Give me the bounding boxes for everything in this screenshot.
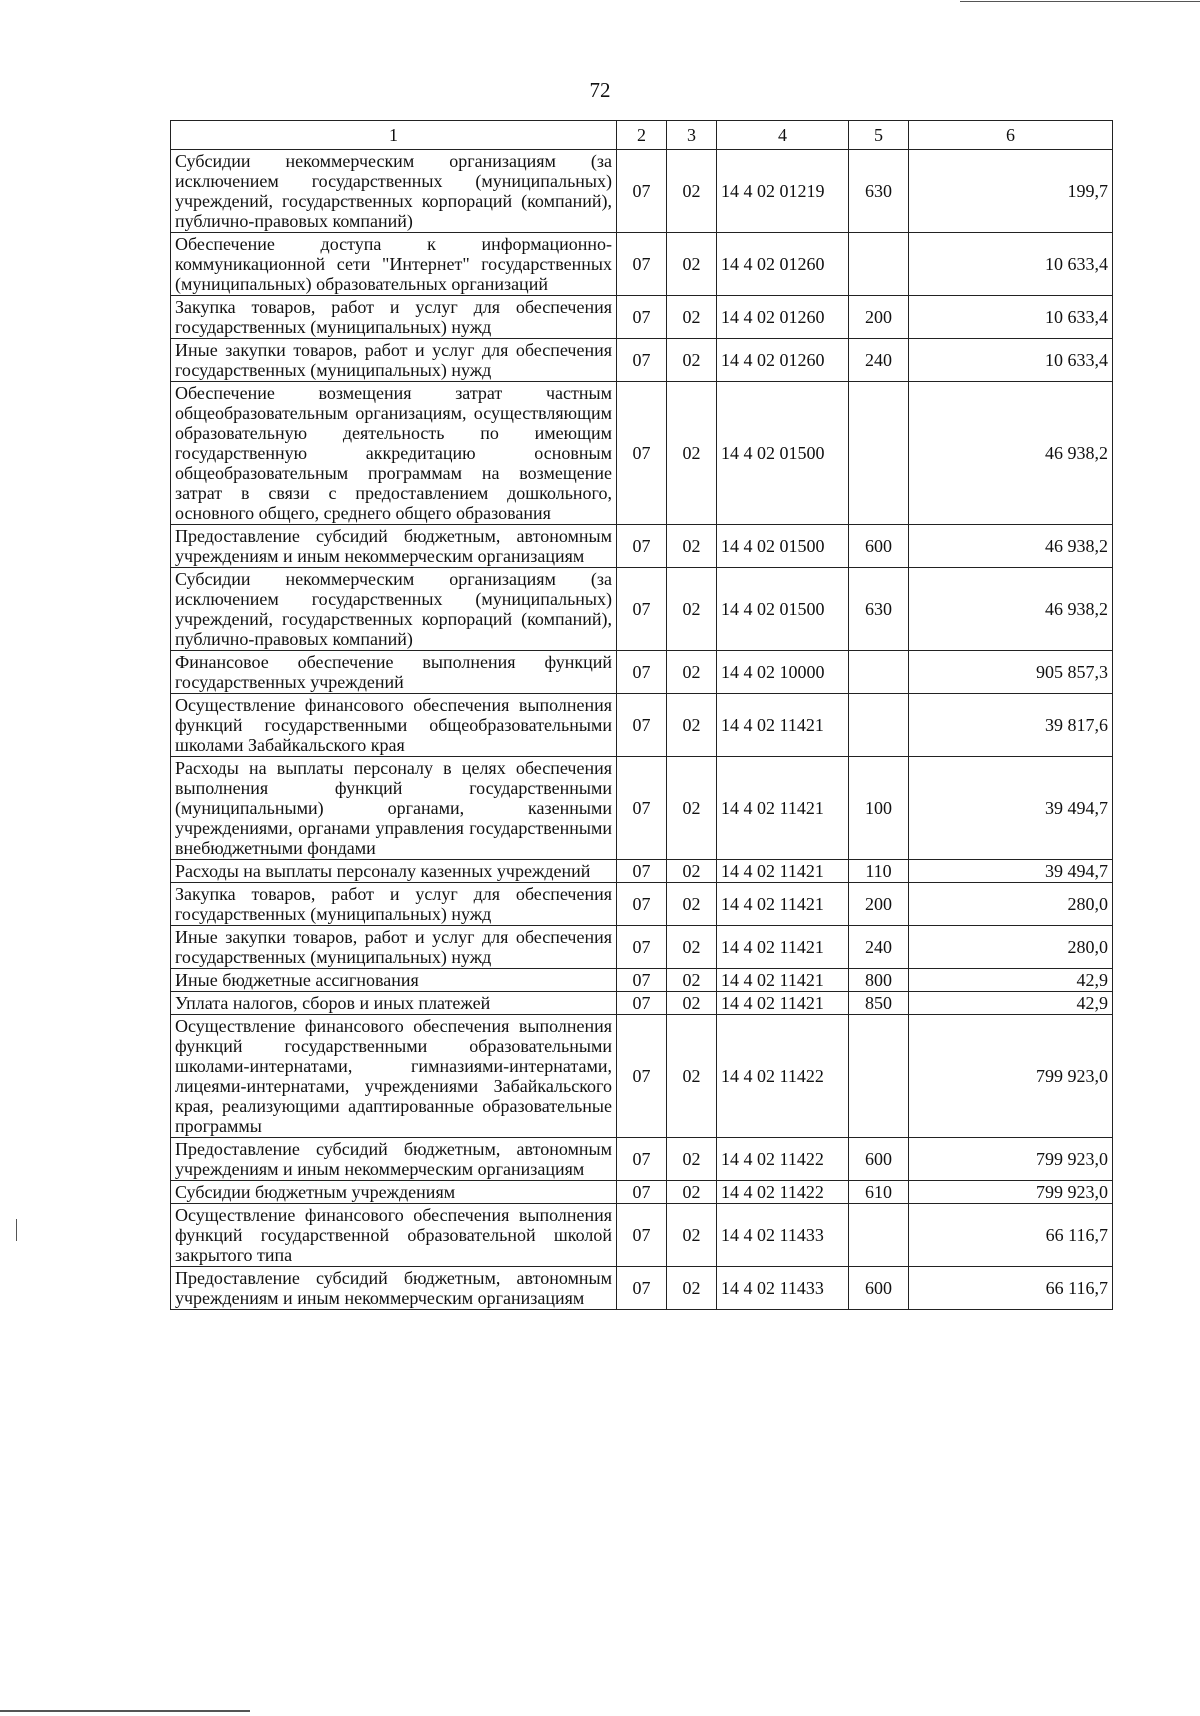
budget-table — [170, 120, 1113, 1310]
cell-target-article: 14 4 02 01500 — [717, 525, 849, 568]
cell-expense-type — [849, 382, 909, 525]
cell-amount: 799 923,0 — [909, 1181, 1113, 1204]
cell-amount: 42,9 — [909, 969, 1113, 992]
cell-target-article: 14 4 02 11422 — [717, 1015, 849, 1138]
cell-subsection: 02 — [667, 1138, 717, 1181]
cell-expense-type: 850 — [849, 992, 909, 1015]
cell-target-article: 14 4 02 11433 — [717, 1267, 849, 1310]
cell-section: 07 — [617, 233, 667, 296]
cell-section: 07 — [617, 1181, 667, 1204]
cell-expense-type: 200 — [849, 296, 909, 339]
cell-subsection: 02 — [667, 339, 717, 382]
table-row — [171, 860, 1113, 883]
cell-amount: 46 938,2 — [909, 525, 1113, 568]
cell-section: 07 — [617, 525, 667, 568]
cell-section: 07 — [617, 651, 667, 694]
cell-subsection: 02 — [667, 233, 717, 296]
cell-amount: 46 938,2 — [909, 568, 1113, 651]
cell-name: Иные бюджетные ассигнования — [171, 969, 617, 992]
cell-target-article: 14 4 02 10000 — [717, 651, 849, 694]
cell-target-article: 14 4 02 11422 — [717, 1138, 849, 1181]
cell-amount: 66 116,7 — [909, 1204, 1113, 1267]
cell-amount: 799 923,0 — [909, 1138, 1113, 1181]
table-row — [171, 1267, 1113, 1310]
cell-name: Субсидии некоммерческим организациям (за исключением государственных (муниципальных) учреждений, государственных корпораций (компаний), публично-правовых компаний) — [171, 568, 617, 651]
cell-target-article: 14 4 02 11421 — [717, 992, 849, 1015]
cell-expense-type: 110 — [849, 860, 909, 883]
cell-target-article: 14 4 02 01260 — [717, 339, 849, 382]
table-row — [171, 694, 1113, 757]
cell-name: Уплата налогов, сборов и иных платежей — [171, 992, 617, 1015]
cell-amount: 10 633,4 — [909, 339, 1113, 382]
cell-name: Финансовое обеспечение выполнения функций государственных учреждений — [171, 651, 617, 694]
cell-expense-type: 600 — [849, 525, 909, 568]
cell-section: 07 — [617, 694, 667, 757]
cell-section: 07 — [617, 568, 667, 651]
cell-target-article: 14 4 02 01260 — [717, 296, 849, 339]
cell-target-article: 14 4 02 11433 — [717, 1204, 849, 1267]
scan-edge-mark — [0, 1710, 250, 1712]
cell-section: 07 — [617, 150, 667, 233]
cell-expense-type: 100 — [849, 757, 909, 860]
cell-amount: 39 494,7 — [909, 757, 1113, 860]
cell-name: Расходы на выплаты персоналу казенных учреждений — [171, 860, 617, 883]
cell-subsection: 02 — [667, 525, 717, 568]
header-col-2: 2 — [617, 121, 667, 150]
table-row — [171, 568, 1113, 651]
table-row — [171, 1181, 1113, 1204]
table-row — [171, 525, 1113, 568]
cell-target-article: 14 4 02 11421 — [717, 757, 849, 860]
scan-edge-mark — [960, 1, 1200, 2]
header-col-6: 6 — [909, 121, 1113, 150]
cell-section: 07 — [617, 1204, 667, 1267]
cell-subsection: 02 — [667, 568, 717, 651]
cell-subsection: 02 — [667, 651, 717, 694]
cell-expense-type — [849, 694, 909, 757]
cell-expense-type — [849, 1015, 909, 1138]
cell-section: 07 — [617, 1015, 667, 1138]
cell-target-article: 14 4 02 11421 — [717, 969, 849, 992]
cell-expense-type: 630 — [849, 150, 909, 233]
cell-target-article: 14 4 02 01500 — [717, 568, 849, 651]
cell-expense-type: 630 — [849, 568, 909, 651]
cell-expense-type: 600 — [849, 1267, 909, 1310]
cell-subsection: 02 — [667, 969, 717, 992]
cell-section: 07 — [617, 757, 667, 860]
cell-expense-type: 240 — [849, 926, 909, 969]
cell-section: 07 — [617, 1138, 667, 1181]
cell-subsection: 02 — [667, 150, 717, 233]
cell-subsection: 02 — [667, 1204, 717, 1267]
cell-subsection: 02 — [667, 1015, 717, 1138]
cell-subsection: 02 — [667, 883, 717, 926]
table-row — [171, 1204, 1113, 1267]
cell-subsection: 02 — [667, 382, 717, 525]
cell-name: Обеспечение доступа к информационно-коммуникационной сети "Интернет" государственных (муниципальных) образовательных организаций — [171, 233, 617, 296]
cell-expense-type: 200 — [849, 883, 909, 926]
cell-subsection: 02 — [667, 992, 717, 1015]
table-row — [171, 651, 1113, 694]
table-row — [171, 233, 1113, 296]
cell-expense-type: 800 — [849, 969, 909, 992]
cell-expense-type: 610 — [849, 1181, 909, 1204]
cell-name: Осуществление финансового обеспечения выполнения функций государственной образовательной школой закрытого типа — [171, 1204, 617, 1267]
cell-expense-type — [849, 1204, 909, 1267]
table-header-row — [171, 121, 1113, 150]
cell-expense-type: 600 — [849, 1138, 909, 1181]
header-col-5: 5 — [849, 121, 909, 150]
table-row — [171, 969, 1113, 992]
cell-amount: 42,9 — [909, 992, 1113, 1015]
cell-subsection: 02 — [667, 1181, 717, 1204]
cell-target-article: 14 4 02 01219 — [717, 150, 849, 233]
table-row — [171, 1138, 1113, 1181]
cell-amount: 905 857,3 — [909, 651, 1113, 694]
cell-name: Закупка товаров, работ и услуг для обеспечения государственных (муниципальных) нужд — [171, 296, 617, 339]
cell-name: Закупка товаров, работ и услуг для обеспечения государственных (муниципальных) нужд — [171, 883, 617, 926]
page-number: 72 — [589, 78, 611, 102]
cell-section: 07 — [617, 883, 667, 926]
table-row — [171, 1015, 1113, 1138]
cell-target-article: 14 4 02 01260 — [717, 233, 849, 296]
cell-name: Субсидии некоммерческим организациям (за исключением государственных (муниципальных) учреждений, государственных корпораций (компаний), публично-правовых компаний) — [171, 150, 617, 233]
header-col-4: 4 — [717, 121, 849, 150]
cell-target-article: 14 4 02 11421 — [717, 883, 849, 926]
cell-target-article: 14 4 02 11421 — [717, 926, 849, 969]
table-row — [171, 150, 1113, 233]
cell-target-article: 14 4 02 11421 — [717, 694, 849, 757]
cell-name: Предоставление субсидий бюджетным, автономным учреждениям и иным некоммерческим организациям — [171, 1138, 617, 1181]
cell-section: 07 — [617, 860, 667, 883]
cell-section: 07 — [617, 969, 667, 992]
table-body — [171, 150, 1113, 1310]
table-row — [171, 339, 1113, 382]
table-row — [171, 883, 1113, 926]
cell-amount: 39 817,6 — [909, 694, 1113, 757]
cell-section: 07 — [617, 382, 667, 525]
cell-section: 07 — [617, 296, 667, 339]
cell-name: Осуществление финансового обеспечения выполнения функций государственными общеобразовательными школами Забайкальского края — [171, 694, 617, 757]
cell-section: 07 — [617, 339, 667, 382]
cell-name: Предоставление субсидий бюджетным, автономным учреждениям и иным некоммерческим организациям — [171, 1267, 617, 1310]
cell-section: 07 — [617, 1267, 667, 1310]
table-row — [171, 926, 1113, 969]
scan-edge-mark — [16, 1219, 17, 1241]
cell-name: Субсидии бюджетным учреждениям — [171, 1181, 617, 1204]
cell-amount: 46 938,2 — [909, 382, 1113, 525]
cell-subsection: 02 — [667, 1267, 717, 1310]
cell-section: 07 — [617, 926, 667, 969]
table-row — [171, 992, 1113, 1015]
cell-amount: 280,0 — [909, 883, 1113, 926]
cell-amount: 799 923,0 — [909, 1015, 1113, 1138]
cell-subsection: 02 — [667, 694, 717, 757]
cell-name: Иные закупки товаров, работ и услуг для обеспечения государственных (муниципальных) нужд — [171, 926, 617, 969]
cell-subsection: 02 — [667, 860, 717, 883]
cell-name: Обеспечение возмещения затрат частным общеобразовательным организациям, осуществляющим образовательную деятельность по имеющим государственную аккредитацию основным общеобразовательным программам на возмещение затрат в связи с предоставлением дошкольного, основного общего, среднего общего образования — [171, 382, 617, 525]
cell-target-article: 14 4 02 11422 — [717, 1181, 849, 1204]
cell-amount: 66 116,7 — [909, 1267, 1113, 1310]
cell-name: Предоставление субсидий бюджетным, автономным учреждениям и иным некоммерческим организациям — [171, 525, 617, 568]
cell-subsection: 02 — [667, 757, 717, 860]
table-row — [171, 382, 1113, 525]
cell-target-article: 14 4 02 01500 — [717, 382, 849, 525]
cell-subsection: 02 — [667, 296, 717, 339]
cell-amount: 199,7 — [909, 150, 1113, 233]
cell-section: 07 — [617, 992, 667, 1015]
cell-amount: 10 633,4 — [909, 233, 1113, 296]
cell-name: Расходы на выплаты персоналу в целях обеспечения выполнения функций государственными (муниципальными) органами, казенными учреждениями, органами управления государственными внебюджетными фондами — [171, 757, 617, 860]
header-col-3: 3 — [667, 121, 717, 150]
table-row — [171, 757, 1113, 860]
cell-expense-type — [849, 651, 909, 694]
cell-target-article: 14 4 02 11421 — [717, 860, 849, 883]
cell-expense-type — [849, 233, 909, 296]
cell-amount: 39 494,7 — [909, 860, 1113, 883]
cell-amount: 280,0 — [909, 926, 1113, 969]
table-row — [171, 296, 1113, 339]
cell-name: Осуществление финансового обеспечения выполнения функций государственными образовательными школами-интернатами, гимназиями-интернатами, лицеями-интернатами, учреждениями Забайкальского края, реализующими адаптированные образовательные программы — [171, 1015, 617, 1138]
cell-expense-type: 240 — [849, 339, 909, 382]
header-col-1: 1 — [171, 121, 617, 150]
cell-amount: 10 633,4 — [909, 296, 1113, 339]
cell-name: Иные закупки товаров, работ и услуг для обеспечения государственных (муниципальных) нужд — [171, 339, 617, 382]
cell-subsection: 02 — [667, 926, 717, 969]
